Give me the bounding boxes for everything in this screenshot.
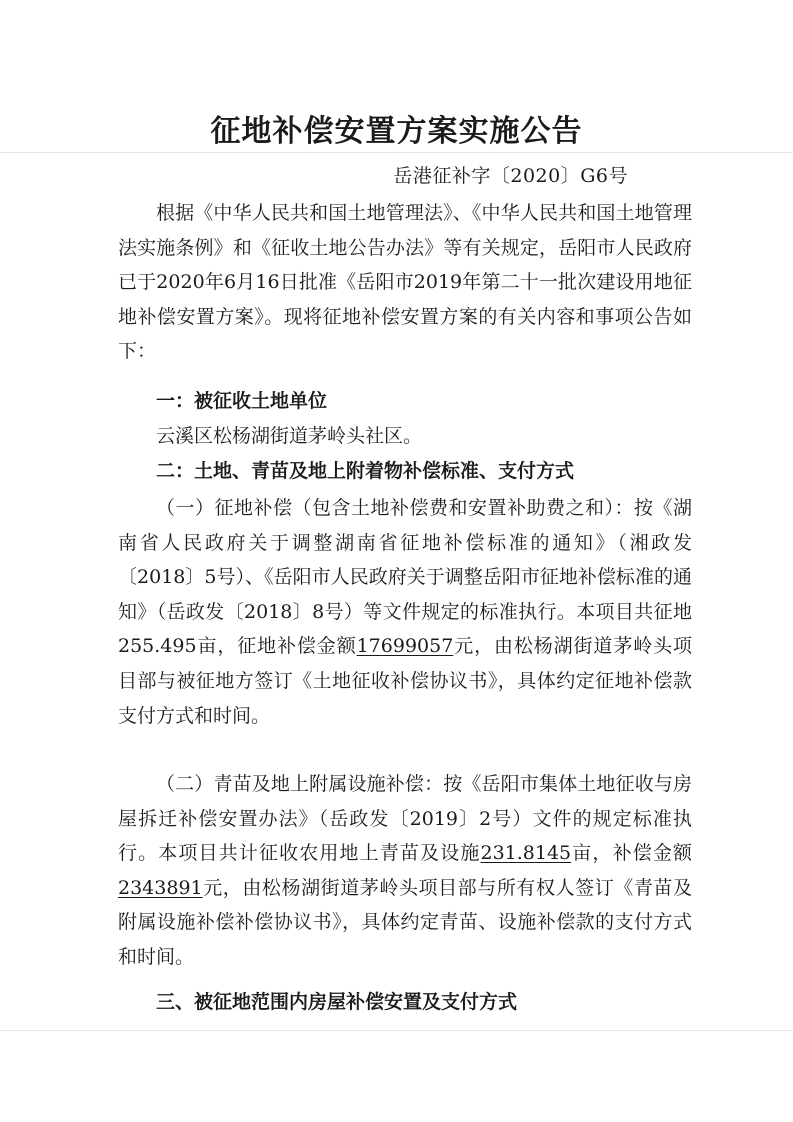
scan-artifact-line: [0, 1030, 793, 1031]
section1-heading: 一：被征收土地单位: [156, 390, 328, 412]
section1-text: 云溪区松杨湖街道茅岭头社区。: [156, 425, 423, 447]
item2-text-before: （二）青苗及地上附属设施补偿：按《岳阳市集体土地征收与房屋拆迁补偿安置办法》（岳政发〔2019〕2号）文件的规定标准执行。本项目共计征收农用地上青苗及设施: [118, 773, 692, 865]
intro-paragraph: 根据《中华人民共和国土地管理法》、《中华人民共和国土地管理法实施条例》和《征收土地公告办法》等有关规定，岳阳市人民政府已于2020年6月16日批准《岳阳市2019年第二十一批次建设用地征地补偿安置方案》。现将征地补偿安置方案的有关内容和事项公告如下：: [118, 202, 692, 363]
item2-text-after: 元，由松杨湖街道茅岭头项目部与所有权人签订《青苗及附属设施补偿补偿协议书》，具体约定青苗、设施补偿款的支付方式和时间。: [118, 876, 692, 968]
section2-heading: 二：土地、青苗及地上附着物补偿标准、支付方式: [156, 460, 575, 482]
item2-text-middle: 亩，补偿金额: [571, 842, 692, 865]
land-compensation-amount: 17699057: [356, 635, 454, 658]
section3-heading: 三、被征地范围内房屋补偿安置及支付方式: [156, 991, 518, 1013]
scan-artifact-line: [0, 152, 793, 153]
document-title: 征地补偿安置方案实施公告: [210, 114, 583, 149]
item1-text-before: （一）征地补偿（包含土地补偿费和安置补助费之和）：按《湖南省人民政府关于调整湖南省征地补偿标准的通知》（湘政发〔2018〕5号）、《岳阳市人民政府关于调整岳阳市征地补偿标准的通知》（岳政发〔2018〕8号）等文件规定的标准执行。本项目共征地255.495亩，征地补偿金额: [118, 497, 692, 658]
section2-item2-paragraph: [118, 767, 692, 975]
section2-item1-paragraph: [118, 491, 692, 733]
crop-area-value: 231.8145: [480, 842, 572, 865]
crop-compensation-amount: 2343891: [118, 876, 203, 899]
item1-text-after: 元，由松杨湖街道茅岭头项目部与被征地方签订《土地征收补偿协议书》，具体约定征地补偿款支付方式和时间。: [118, 635, 692, 727]
document-number: 岳港征补字〔2020〕G6号: [393, 165, 628, 187]
